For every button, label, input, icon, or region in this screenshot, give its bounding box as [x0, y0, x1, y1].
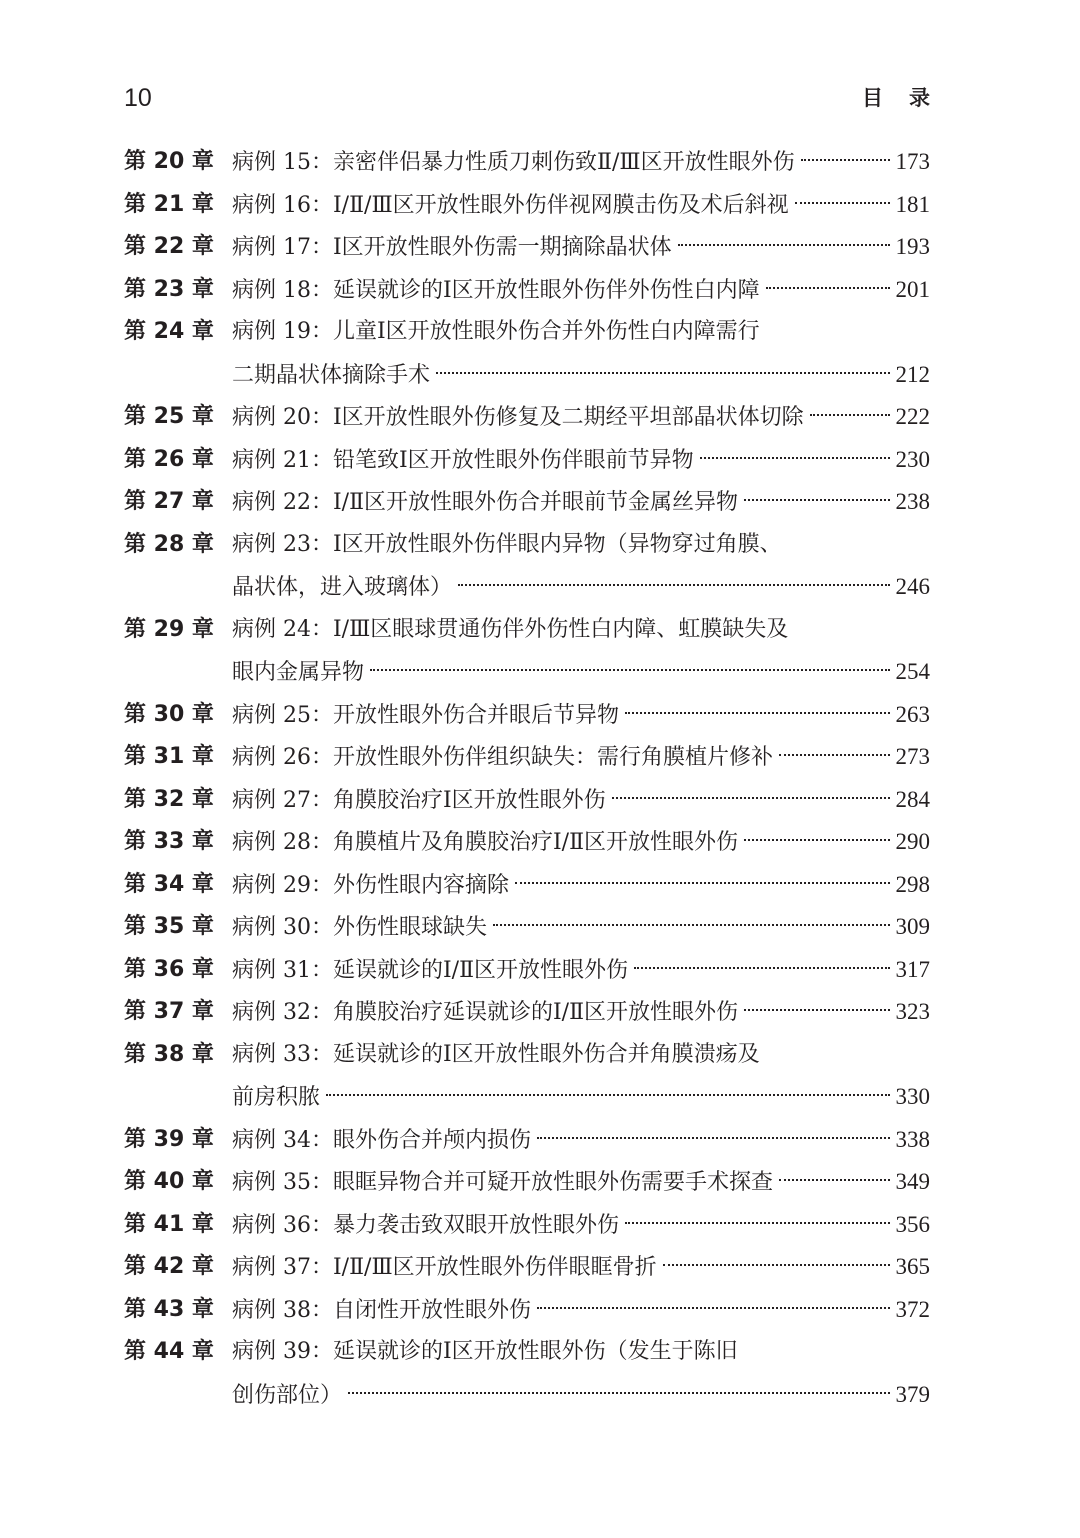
entry-body	[232, 864, 930, 907]
dot-leader	[663, 1264, 890, 1266]
entry-title: 病例 17：Ⅰ区开放性眼外伤需一期摘除晶状体	[232, 235, 672, 260]
chapter-number: 第 20 章	[124, 149, 214, 174]
toc-entry[interactable]	[124, 949, 930, 992]
entry-line	[232, 779, 930, 822]
toc-entry[interactable]	[124, 141, 930, 184]
page-reference: 201	[895, 276, 930, 302]
entry-line	[232, 694, 930, 737]
entry-line	[232, 311, 930, 354]
entry-body	[232, 1331, 930, 1416]
page-reference: 222	[895, 404, 930, 429]
entry-title: 病例 26：开放性眼外伤伴组织缺失：需行角膜植片修补	[232, 745, 773, 770]
entry-body	[232, 396, 930, 439]
entry-title: 病例 34：眼外伤合并颅内损伤	[232, 1127, 531, 1153]
dot-leader	[612, 797, 890, 799]
entry-title: 眼内金属异物	[232, 660, 365, 685]
entry-body	[232, 481, 930, 524]
entry-body	[232, 184, 930, 227]
toc-entry[interactable]	[124, 524, 930, 609]
entry-line	[232, 524, 930, 567]
toc-entry[interactable]	[124, 821, 930, 864]
page-number: 10	[124, 84, 152, 112]
page-reference: 193	[895, 234, 930, 259]
chapter-number: 第 30 章	[124, 701, 214, 727]
toc-entry[interactable]	[124, 269, 930, 312]
page-reference: 338	[895, 1126, 930, 1152]
entry-title: 病例 38：自闭性开放性眼外伤	[232, 1297, 531, 1323]
toc-entry[interactable]	[124, 1119, 930, 1162]
entry-line	[232, 439, 930, 482]
entry-line	[232, 1161, 930, 1204]
page-reference: 181	[895, 191, 930, 217]
entry-body	[232, 141, 930, 184]
page-reference: 330	[895, 1084, 930, 1109]
entry-title: 病例 32：角膜胶治疗延误就诊的Ⅰ/Ⅱ区开放性眼外伤	[232, 1000, 739, 1025]
page-reference: 309	[895, 914, 930, 939]
toc-entry[interactable]	[124, 609, 930, 694]
toc-entry[interactable]	[124, 1289, 930, 1332]
entry-body	[232, 1246, 930, 1289]
chapter-number: 第 21 章	[124, 191, 214, 217]
entry-title: 创伤部位）	[232, 1382, 343, 1408]
chapter-number: 第 33 章	[124, 829, 214, 854]
entry-line	[232, 1119, 930, 1162]
entry-line	[232, 1289, 930, 1332]
page-reference: 263	[895, 701, 930, 727]
entry-body	[232, 821, 930, 864]
dot-leader	[458, 584, 889, 586]
chapter-number: 第 31 章	[124, 744, 214, 769]
toc-entry[interactable]	[124, 906, 930, 949]
entry-line	[232, 609, 930, 652]
toc-entry[interactable]	[124, 1246, 930, 1289]
chapter-number: 第 44 章	[124, 1339, 214, 1364]
dot-leader	[493, 924, 890, 926]
dot-leader	[779, 1179, 890, 1181]
entry-body	[232, 269, 930, 312]
entry-body	[232, 1289, 930, 1332]
entry-title: 病例 37：Ⅰ/Ⅱ/Ⅲ区开放性眼外伤伴眼眶骨折	[232, 1255, 657, 1280]
entry-line	[232, 141, 930, 184]
page-reference: 173	[895, 149, 930, 174]
entry-line	[232, 566, 930, 609]
toc-entry[interactable]	[124, 779, 930, 822]
entry-body	[232, 779, 930, 822]
entry-title: 病例 35：眼眶异物合并可疑开放性眼外伤需要手术探查	[232, 1170, 773, 1195]
entry-title: 前房积脓	[232, 1085, 321, 1110]
entry-title: 病例 39：延误就诊的Ⅰ区开放性眼外伤（发生于陈旧	[232, 1339, 738, 1364]
page-reference: 365	[895, 1254, 930, 1279]
entry-title: 病例 25：开放性眼外伤合并眼后节异物	[232, 702, 619, 728]
dot-leader	[779, 754, 890, 756]
entry-title: 病例 30：外伤性眼球缺失	[232, 915, 487, 940]
entry-title: 二期晶状体摘除手术	[232, 362, 431, 388]
dot-leader	[801, 159, 890, 161]
toc-entry[interactable]	[124, 226, 930, 269]
dot-leader	[795, 202, 890, 204]
entry-body	[232, 694, 930, 737]
dot-leader	[744, 1009, 889, 1011]
toc-entry[interactable]	[124, 481, 930, 524]
entry-line	[232, 481, 930, 524]
entry-title: 病例 19：儿童Ⅰ区开放性眼外伤合并外伤性白内障需行	[232, 319, 760, 344]
entry-body	[232, 991, 930, 1034]
entry-title: 病例 21：铅笔致Ⅰ区开放性眼外伤伴眼前节异物	[232, 447, 694, 473]
page-reference: 284	[895, 786, 930, 812]
entry-body	[232, 949, 930, 992]
chapter-number: 第 26 章	[124, 446, 214, 472]
chapter-number: 第 42 章	[124, 1254, 214, 1279]
entry-title: 病例 18：延误就诊的Ⅰ区开放性眼外伤伴外伤性白内障	[232, 277, 760, 303]
dot-leader	[678, 244, 890, 246]
toc-entry[interactable]	[124, 991, 930, 1034]
dot-leader	[436, 372, 889, 374]
chapter-number: 第 34 章	[124, 871, 214, 897]
chapter-number: 第 38 章	[124, 1041, 214, 1067]
entry-line	[232, 736, 930, 779]
dot-leader	[766, 287, 890, 289]
entry-title: 病例 20：Ⅰ区开放性眼外伤修复及二期经平坦部晶状体切除	[232, 405, 804, 430]
table-of-contents	[124, 141, 930, 1416]
page-reference: 298	[895, 871, 930, 897]
page-reference: 230	[895, 446, 930, 472]
page-header	[0, 0, 1080, 130]
entry-body	[232, 524, 930, 609]
chapter-number: 第 43 章	[124, 1296, 214, 1322]
entry-body	[232, 1034, 930, 1119]
entry-title: 病例 16：Ⅰ/Ⅱ/Ⅲ区开放性眼外伤伴视网膜击伤及术后斜视	[232, 192, 789, 218]
toc-entry[interactable]	[124, 1034, 930, 1119]
entry-line	[232, 354, 930, 397]
entry-title: 病例 23：Ⅰ区开放性眼外伤伴眼内异物（异物穿过角膜、	[232, 531, 782, 557]
entry-title: 病例 28：角膜植片及角膜胶治疗Ⅰ/Ⅱ区开放性眼外伤	[232, 830, 739, 855]
chapter-number: 第 22 章	[124, 234, 214, 259]
page-reference: 238	[895, 489, 930, 514]
entry-title: 病例 27：角膜胶治疗Ⅰ区开放性眼外伤	[232, 787, 606, 813]
entry-title: 病例 31：延误就诊的Ⅰ/Ⅱ区开放性眼外伤	[232, 957, 629, 983]
entry-line	[232, 226, 930, 269]
entry-title: 晶状体，进入玻璃体）	[232, 575, 453, 600]
dot-leader	[515, 882, 890, 884]
entry-line	[232, 1246, 930, 1289]
chapter-number: 第 41 章	[124, 1211, 214, 1237]
chapter-number: 第 39 章	[124, 1126, 214, 1152]
toc-entry[interactable]	[124, 311, 930, 396]
entry-title: 病例 36：暴力袭击致双眼开放性眼外伤	[232, 1212, 619, 1238]
chapter-number: 第 28 章	[124, 531, 214, 557]
entry-line	[232, 1331, 930, 1374]
entry-title: 病例 33：延误就诊的Ⅰ区开放性眼外伤合并角膜溃疡及	[232, 1041, 760, 1067]
entry-line	[232, 1076, 930, 1119]
entry-title: 病例 24：Ⅰ/Ⅲ区眼球贯通伤伴外伤性白内障、虹膜缺失及	[232, 616, 789, 642]
dot-leader	[700, 457, 890, 459]
page-reference: 372	[895, 1296, 930, 1322]
dot-leader	[537, 1137, 890, 1139]
entry-body	[232, 736, 930, 779]
dot-leader	[744, 839, 889, 841]
dot-leader	[370, 669, 889, 671]
entry-body	[232, 311, 930, 396]
entry-body	[232, 1204, 930, 1247]
chapter-number: 第 27 章	[124, 489, 214, 514]
page-reference: 212	[895, 361, 930, 387]
entry-body	[232, 226, 930, 269]
entry-line	[232, 821, 930, 864]
dot-leader	[537, 1307, 890, 1309]
toc-entry[interactable]	[124, 396, 930, 439]
entry-title: 病例 22：Ⅰ/Ⅱ区开放性眼外伤合并眼前节金属丝异物	[232, 490, 739, 515]
entry-title: 病例 29：外伤性眼内容摘除	[232, 872, 509, 898]
dot-leader	[625, 1222, 890, 1224]
toc-entry[interactable]	[124, 1161, 930, 1204]
entry-body	[232, 1119, 930, 1162]
toc-entry[interactable]	[124, 184, 930, 227]
entry-title: 病例 15：亲密伴侣暴力性质刀刺伤致Ⅱ/Ⅲ区开放性眼外伤	[232, 150, 795, 175]
toc-entry[interactable]	[124, 694, 930, 737]
page-reference: 323	[895, 999, 930, 1024]
chapter-number: 第 32 章	[124, 786, 214, 812]
entry-line	[232, 1204, 930, 1247]
toc-entry[interactable]	[124, 1204, 930, 1247]
entry-line	[232, 864, 930, 907]
dot-leader	[326, 1094, 889, 1096]
toc-entry[interactable]	[124, 736, 930, 779]
dot-leader	[625, 712, 890, 714]
entry-line	[232, 949, 930, 992]
dot-leader	[634, 967, 889, 969]
entry-body	[232, 1161, 930, 1204]
dot-leader	[810, 414, 890, 416]
page-reference: 254	[895, 659, 930, 684]
dot-leader	[744, 499, 889, 501]
chapter-number: 第 25 章	[124, 404, 214, 429]
page-reference: 273	[895, 744, 930, 769]
entry-body	[232, 439, 930, 482]
toc-entry[interactable]	[124, 864, 930, 907]
chapter-number: 第 35 章	[124, 914, 214, 939]
toc-entry[interactable]	[124, 439, 930, 482]
chapter-number: 第 37 章	[124, 999, 214, 1024]
page-reference: 246	[895, 574, 930, 599]
chapter-number: 第 24 章	[124, 319, 214, 344]
toc-entry[interactable]	[124, 1331, 930, 1416]
chapter-number: 第 36 章	[124, 956, 214, 982]
dot-leader	[348, 1392, 889, 1394]
entry-line	[232, 1374, 930, 1417]
page-reference: 349	[895, 1169, 930, 1194]
entry-line	[232, 269, 930, 312]
entry-body	[232, 906, 930, 949]
running-title: 目录	[862, 86, 956, 110]
entry-line	[232, 651, 930, 694]
page-reference: 317	[895, 956, 930, 982]
entry-body	[232, 609, 930, 694]
chapter-number: 第 23 章	[124, 276, 214, 302]
chapter-number: 第 40 章	[124, 1169, 214, 1194]
page-reference: 290	[895, 829, 930, 854]
page-reference: 356	[895, 1211, 930, 1237]
entry-line	[232, 1034, 930, 1077]
entry-line	[232, 991, 930, 1034]
chapter-number: 第 29 章	[124, 616, 214, 642]
entry-line	[232, 396, 930, 439]
page-reference: 379	[895, 1381, 930, 1407]
entry-line	[232, 906, 930, 949]
entry-line	[232, 184, 930, 227]
